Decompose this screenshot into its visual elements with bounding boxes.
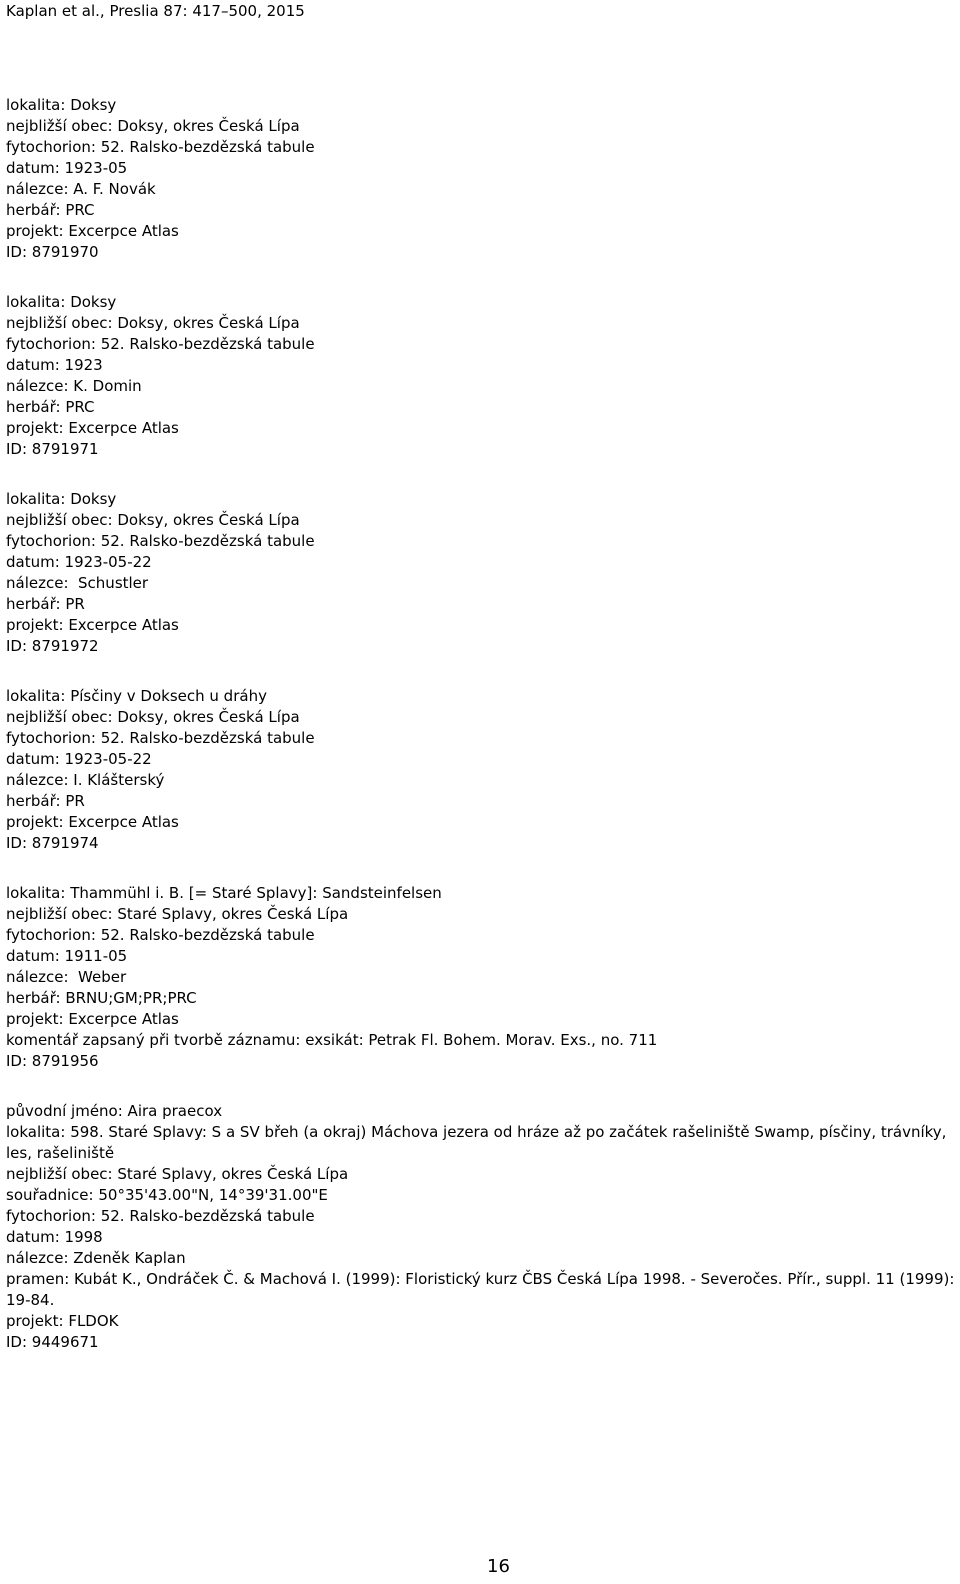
record-line: nálezce: Weber: [6, 968, 127, 986]
record-line: ID: 8791956: [6, 1052, 99, 1070]
record-line: projekt: Excerpce Atlas: [6, 1010, 179, 1028]
record: [6, 489, 956, 657]
record-line: lokalita: Doksy: [6, 490, 117, 508]
record-line: projekt: FLDOK: [6, 1312, 119, 1330]
record-line: lokalita: Thammühl i. B. [= Staré Splavy]: Sandsteinfelsen: [6, 884, 442, 902]
record-line: fytochorion: 52. Ralsko-bezdězská tabule: [6, 532, 315, 550]
record: [6, 883, 956, 1072]
record-line: původní jméno: Aira praecox: [6, 1102, 223, 1120]
record-line: nálezce: Zdeněk Kaplan: [6, 1249, 186, 1267]
record-line: herbář: PR: [6, 792, 85, 810]
record-line: lokalita: Písčiny v Doksech u dráhy: [6, 687, 267, 705]
record-line: nejbližší obec: Doksy, okres Česká Lípa: [6, 708, 300, 726]
record-line: herbář: PRC: [6, 398, 95, 416]
record-line: projekt: Excerpce Atlas: [6, 616, 179, 634]
record-line: nejbližší obec: Doksy, okres Česká Lípa: [6, 511, 300, 529]
record-line: souřadnice: 50°35'43.00"N, 14°39'31.00"E: [6, 1186, 328, 1204]
record-line: nejbližší obec: Staré Splavy, okres Česká Lípa: [6, 905, 349, 923]
record-line: herbář: BRNU;GM;PR;PRC: [6, 989, 197, 1007]
record-line: datum: 1911-05: [6, 947, 128, 965]
record-line: lokalita: 598. Staré Splavy: S a SV břeh (a okraj) Máchova jezera od hráze až po začátek rašeliniště Swamp, písčiny, trávníky, les, rašeliniště: [6, 1123, 952, 1162]
record-line: nejbližší obec: Doksy, okres Česká Lípa: [6, 117, 300, 135]
record: [6, 95, 956, 263]
record-line: datum: 1923-05-22: [6, 553, 152, 571]
record: [6, 686, 956, 854]
record-line: projekt: Excerpce Atlas: [6, 222, 179, 240]
record-line: herbář: PR: [6, 595, 85, 613]
record-line: nálezce: I. Klášterský: [6, 771, 165, 789]
record-line: nálezce: A. F. Novák: [6, 180, 156, 198]
record-line: ID: 9449671: [6, 1333, 99, 1351]
record-line: ID: 8791974: [6, 834, 99, 852]
record-line: datum: 1923-05: [6, 159, 128, 177]
record-line: lokalita: Doksy: [6, 96, 117, 114]
page-number: 16: [487, 1556, 510, 1577]
record-line: projekt: Excerpce Atlas: [6, 419, 179, 437]
record-line: datum: 1998: [6, 1228, 103, 1246]
record-line: nejbližší obec: Staré Splavy, okres Česká Lípa: [6, 1165, 349, 1183]
record-line: ID: 8791971: [6, 440, 99, 458]
running-header: Kaplan et al., Preslia 87: 417–500, 2015: [6, 2, 305, 20]
record-line: fytochorion: 52. Ralsko-bezdězská tabule: [6, 926, 315, 944]
record-line: nejbližší obec: Doksy, okres Česká Lípa: [6, 314, 300, 332]
record-line: datum: 1923-05-22: [6, 750, 152, 768]
record-line: fytochorion: 52. Ralsko-bezdězská tabule: [6, 335, 315, 353]
record-line: projekt: Excerpce Atlas: [6, 813, 179, 831]
record-line: fytochorion: 52. Ralsko-bezdězská tabule: [6, 729, 315, 747]
record-line: nálezce: K. Domin: [6, 377, 142, 395]
record-line: nálezce: Schustler: [6, 574, 149, 592]
record-line: herbář: PRC: [6, 201, 95, 219]
record-line: fytochorion: 52. Ralsko-bezdězská tabule: [6, 138, 315, 156]
records-list: [6, 95, 960, 1382]
record: [6, 292, 956, 460]
record-line: ID: 8791972: [6, 637, 99, 655]
record-line: lokalita: Doksy: [6, 293, 117, 311]
record-line: datum: 1923: [6, 356, 103, 374]
record-line: ID: 8791970: [6, 243, 99, 261]
record-line: fytochorion: 52. Ralsko-bezdězská tabule: [6, 1207, 315, 1225]
record-line: komentář zapsaný při tvorbě záznamu: exsikát: Petrak Fl. Bohem. Morav. Exs., no. 711: [6, 1031, 658, 1049]
record-line: pramen: Kubát K., Ondráček Č. & Machová I. (1999): Floristický kurz ČBS Česká Lípa 1998. - Severočes. Přír., suppl. 11 (1999): 19-84.: [6, 1270, 960, 1309]
record: [6, 1101, 960, 1353]
